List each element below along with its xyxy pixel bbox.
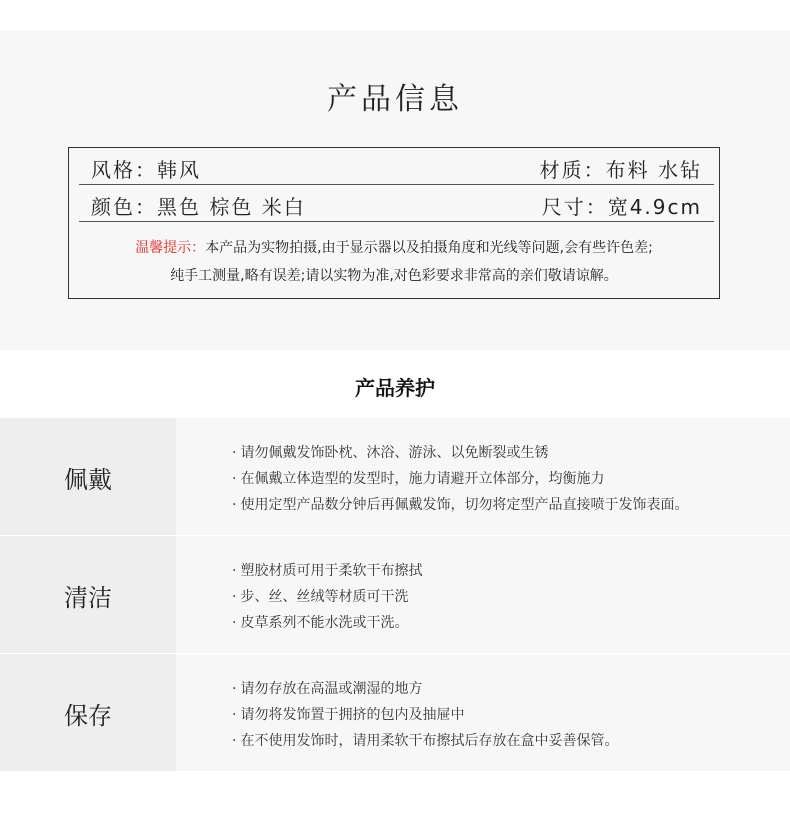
bullet-icon: · xyxy=(232,681,237,697)
list-item: · 请勿将发饰置于拥挤的包内及抽屉中 xyxy=(232,707,465,723)
product-info-section xyxy=(0,30,790,350)
list-item: · 在不使用发饰时，请用柔软干布擦拭后存放在盒中妥善保管。 xyxy=(232,733,619,749)
bullet-icon: · xyxy=(232,563,237,579)
size-value: 尺寸：宽4.9cm xyxy=(541,195,702,219)
care-list xyxy=(232,558,422,636)
product-info-table xyxy=(68,147,720,299)
care-title: 产品养护 xyxy=(355,376,435,400)
care-list xyxy=(232,676,618,754)
list-item: · 在佩戴立体造型的发型时，施力请避开立体部分，均衡施力 xyxy=(232,471,605,487)
bullet-icon: · xyxy=(232,707,237,723)
bullet-icon: · xyxy=(232,471,237,487)
notice-line-1: 本产品为实物拍摄,由于显示器以及拍摄角度和光线等问题,会有些许色差; xyxy=(205,240,653,256)
care-label: 清洁 xyxy=(64,584,112,612)
warm-notice xyxy=(69,234,719,290)
bullet-icon: · xyxy=(232,445,237,461)
care-label-cell xyxy=(0,654,176,771)
list-item: · 使用定型产品数分钟后再佩戴发饰，切勿将定型产品直接喷于发饰表面。 xyxy=(232,497,689,513)
care-body xyxy=(176,418,790,535)
care-section-cleaning xyxy=(0,536,790,653)
care-label: 佩戴 xyxy=(64,466,112,494)
bullet-icon: · xyxy=(232,733,237,749)
info-row-style-material xyxy=(79,148,714,185)
bullet-icon: · xyxy=(232,589,237,605)
list-item: · 步、丝、丝绒等材质可干洗 xyxy=(232,589,409,605)
notice-label: 温馨提示： xyxy=(135,240,206,256)
product-info-title: 产品信息 xyxy=(327,82,463,117)
bullet-icon: · xyxy=(232,615,237,631)
list-item: · 请勿存放在高温或潮湿的地方 xyxy=(232,681,423,697)
material-value: 材质：布料 水钻 xyxy=(539,158,702,182)
color-value: 颜色：黑色 棕色 米白 xyxy=(91,195,306,219)
care-body xyxy=(176,654,790,771)
care-label: 保存 xyxy=(64,702,112,730)
list-item: · 请勿佩戴发饰卧枕、沐浴、游泳、以免断裂或生锈 xyxy=(232,445,549,461)
care-list xyxy=(232,440,688,518)
list-item: · 塑胶材质可用于柔软干布擦拭 xyxy=(232,563,423,579)
style-value: 风格：韩风 xyxy=(91,158,201,182)
care-label-cell xyxy=(0,536,176,653)
notice-line-2: 纯手工测量,略有误差;请以实物为准,对色彩要求非常高的亲们敬请谅解。 xyxy=(170,268,618,284)
care-section-storage xyxy=(0,654,790,771)
bullet-icon: · xyxy=(232,497,237,513)
care-label-cell xyxy=(0,418,176,535)
list-item: · 皮草系列不能水洗或干洗。 xyxy=(232,615,409,631)
care-body xyxy=(176,536,790,653)
info-row-color-size xyxy=(79,185,714,222)
care-section-wearing xyxy=(0,418,790,535)
